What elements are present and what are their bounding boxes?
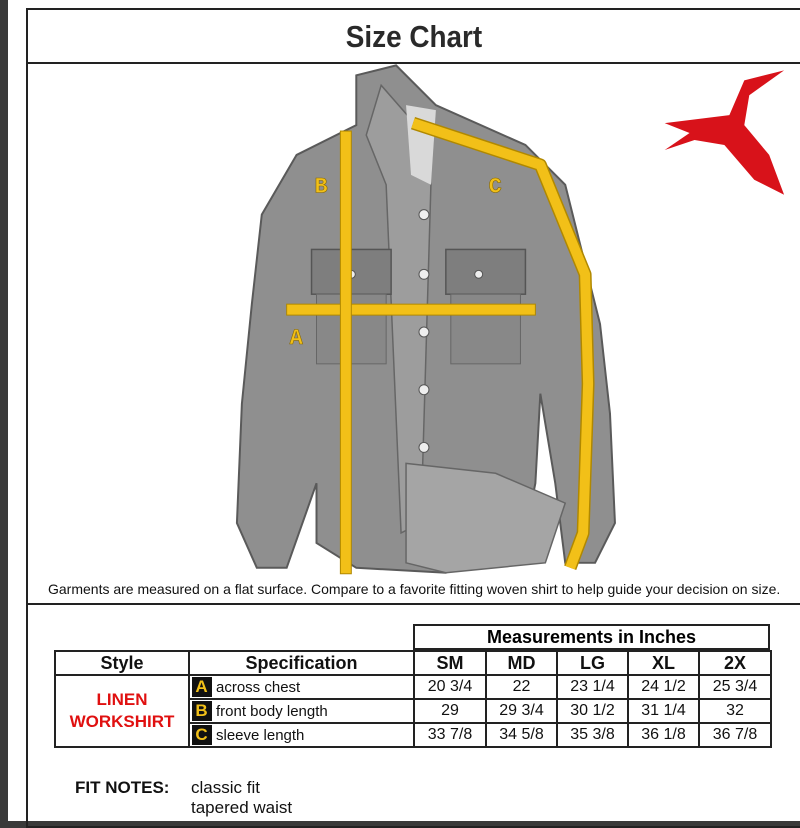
value-cell: 29 3/4: [486, 699, 557, 723]
spec-sleeve-length: sleeve length: [213, 723, 414, 747]
measurements-heading: Measurements in Inches: [413, 624, 770, 650]
fit-note-item: tapered waist: [191, 798, 293, 817]
value-cell: 29: [414, 699, 486, 723]
value-cell: 30 1/2: [557, 699, 628, 723]
value-cell: 24 1/2: [628, 675, 699, 699]
value-cell: 32: [699, 699, 771, 723]
style-name: [55, 675, 189, 747]
size-header-sm: SM: [414, 651, 486, 675]
measuring-tape-a: [287, 304, 536, 315]
style-name-line1: LINEN: [96, 690, 148, 709]
size-header-xl: XL: [628, 651, 699, 675]
style-header: Style: [55, 651, 189, 675]
value-cell: 34 5/8: [486, 723, 557, 747]
value-cell: 36 1/8: [628, 723, 699, 747]
title-row: [28, 10, 800, 64]
table-row: [55, 675, 771, 699]
value-cell: 36 7/8: [699, 723, 771, 747]
spec-front-body-length: front body length: [213, 699, 414, 723]
size-chart-frame: [26, 8, 800, 828]
value-cell: 31 1/4: [628, 699, 699, 723]
size-header-2x: 2X: [699, 651, 771, 675]
value-cell: 20 3/4: [414, 675, 486, 699]
letter-cell: [189, 675, 213, 699]
page-title: Size Chart: [345, 19, 483, 54]
shirt-illustration: [28, 64, 800, 604]
fit-note-item: classic fit: [191, 778, 260, 797]
letter-a-badge: A: [192, 677, 212, 697]
size-chart-page: [8, 0, 800, 821]
section-divider: [28, 603, 800, 605]
swallow-logo-icon: [665, 70, 784, 194]
letter-cell: [189, 699, 213, 723]
size-header-md: MD: [486, 651, 557, 675]
letter-b-badge: B: [192, 701, 212, 721]
label-a: A: [289, 325, 303, 351]
value-cell: 23 1/4: [557, 675, 628, 699]
size-table: [54, 650, 772, 748]
fit-notes-label: FIT NOTES:: [75, 778, 170, 797]
style-name-line2: WORKSHIRT: [69, 712, 175, 731]
measuring-tape-b: [340, 131, 351, 574]
shirt-image: [237, 65, 615, 572]
label-b: B: [314, 174, 328, 200]
measurement-caption: Garments are measured on a flat surface. Compare to a favorite fitting woven shirt to help guide your decision on size.: [48, 581, 781, 597]
value-cell: 22: [486, 675, 557, 699]
letter-cell: [189, 723, 213, 747]
value-cell: 25 3/4: [699, 675, 771, 699]
table-header-row: [55, 651, 771, 675]
fit-notes-list: [191, 778, 292, 818]
letter-c-badge: C: [192, 725, 212, 745]
value-cell: 33 7/8: [414, 723, 486, 747]
spec-header: Specification: [189, 651, 414, 675]
size-header-lg: LG: [557, 651, 628, 675]
label-c: C: [488, 174, 502, 200]
spec-across-chest: across chest: [213, 675, 414, 699]
value-cell: 35 3/8: [557, 723, 628, 747]
